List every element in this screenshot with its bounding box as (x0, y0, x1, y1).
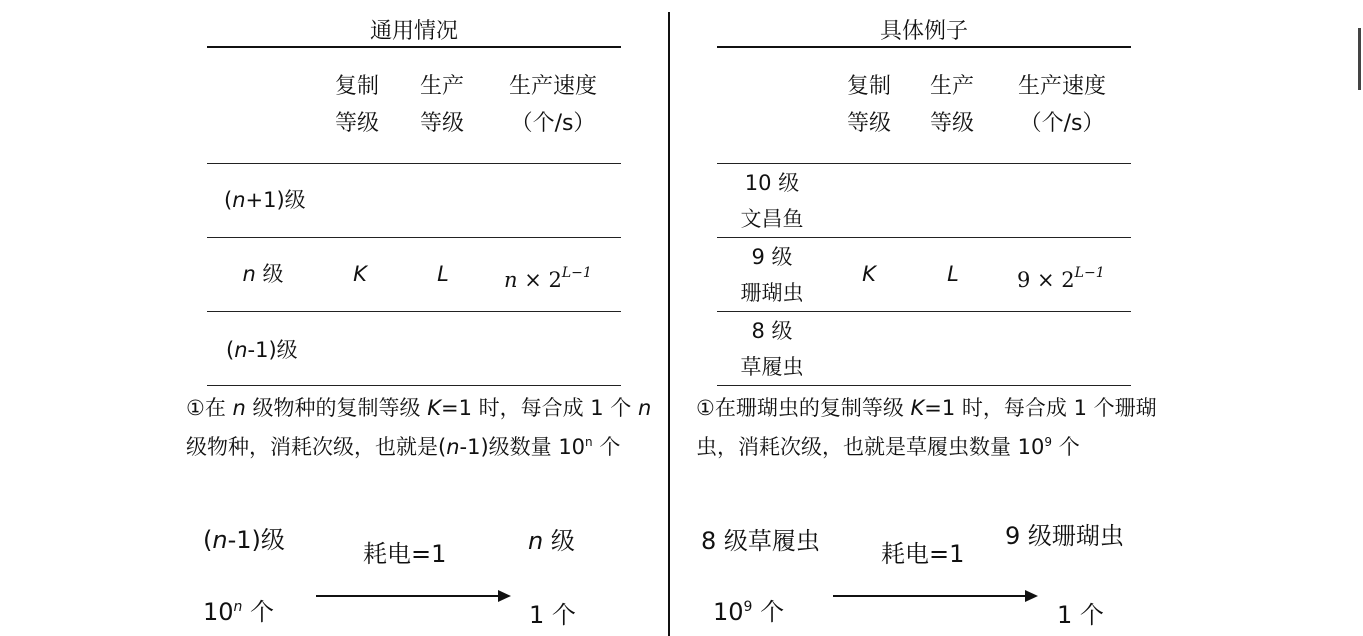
right-diagram-from: 8 级草履虫 (701, 527, 820, 555)
left-header-rule (207, 163, 621, 164)
right-row2-level: 9 级 (751, 245, 793, 269)
right-title: 具体例子 (879, 19, 968, 44)
left-cell-L: L (437, 262, 449, 286)
right-row-upper-level (722, 165, 822, 237)
left-top-rule (207, 46, 621, 48)
left-row-lower-level: (n-1)级 (226, 338, 298, 362)
right-diagram-input-qty: $10^9$ 个 (713, 598, 785, 626)
left-header-speed-line2: （个/s） (510, 111, 596, 136)
left-diagram-input-qty: 10$^n$ 个 (203, 598, 275, 626)
left-header-prod-line2: 等级 (419, 111, 464, 136)
right-row-current-level (722, 239, 822, 311)
right-row2-species: 珊瑚虫 (740, 281, 804, 305)
right-header-copy-line1: 复制 (846, 74, 891, 99)
right-header-speed-line2: （个/s） (1019, 111, 1105, 136)
right-cell-L: L (947, 262, 959, 286)
right-header-speed-line1: 生产速度 (1017, 74, 1106, 99)
right-cell-speed-formula: $9 \times 2^{L-1}$ (1017, 265, 1105, 292)
right-row1-species: 文昌鱼 (740, 207, 804, 231)
panel-divider (668, 12, 670, 636)
right-note-paragraph: ①在珊瑚虫的复制等级 K=1 时，每合成 1 个珊瑚虫，消耗次级，也就是草履虫数量 $10^9$ 个 (696, 396, 1157, 459)
right-top-rule (717, 46, 1131, 48)
left-bottom-rule (207, 385, 621, 386)
right-header-prod-line2: 等级 (929, 111, 974, 136)
right-row-rule-2 (717, 311, 1131, 312)
left-header-copy-line2: 等级 (334, 111, 379, 136)
right-row3-level: 8 级 (751, 319, 793, 343)
right-header-prod-line1: 生产 (929, 74, 974, 99)
right-bottom-rule (717, 385, 1131, 386)
left-header-production-speed (495, 68, 611, 142)
right-diagram-to: 9 级珊瑚虫 (1005, 522, 1124, 550)
right-row-lower-level (722, 313, 822, 385)
left-diagram-cost: 耗电=1 (363, 540, 447, 568)
right-row1-level: 10 级 (744, 171, 800, 195)
left-diagram-from: (n-1)级 (203, 526, 285, 554)
left-row-current-level: n 级 (242, 262, 284, 286)
left-row-rule-2 (207, 311, 621, 312)
left-title: 通用情况 (369, 19, 458, 44)
right-diagram-cost: 耗电=1 (881, 540, 965, 568)
left-header-production-level (407, 68, 477, 142)
left-header-prod-line1: 生产 (419, 74, 464, 99)
right-header-rule (717, 163, 1131, 164)
right-diagram-output-qty: 1 个 (1057, 601, 1104, 629)
left-cell-K: K (353, 262, 367, 286)
left-arrow-head-icon (498, 590, 511, 602)
right-arrow-line (833, 595, 1027, 597)
right-header-production-speed (1004, 68, 1120, 142)
right-row-rule-1 (717, 237, 1131, 238)
left-header-speed-line1: 生产速度 (508, 74, 597, 99)
left-diagram-output-qty: 1 个 (529, 601, 576, 629)
left-header-copy-level (322, 68, 392, 142)
right-header-production-level (917, 68, 987, 142)
left-row-upper-level: (n+1)级 (224, 188, 306, 212)
right-row3-species: 草履虫 (740, 355, 804, 379)
right-header-copy-line2: 等级 (846, 111, 891, 136)
left-header-copy-line1: 复制 (334, 74, 379, 99)
right-header-copy-level (834, 68, 904, 142)
left-cell-speed-formula: $n \times 2^{L-1}$ (504, 265, 592, 292)
left-arrow-line (316, 595, 500, 597)
scrollbar-thumb[interactable] (1358, 28, 1361, 90)
right-arrow-head-icon (1025, 590, 1038, 602)
right-cell-K: K (862, 262, 876, 286)
left-diagram-to: n 级 (528, 527, 575, 555)
left-row-rule-1 (207, 237, 621, 238)
left-note-paragraph: ①在 n 级物种的复制等级 K=1 时，每合成 1 个 n 级物种，消耗次级，也就是(n-1)级数量 10$^n$ 个 (186, 396, 652, 459)
